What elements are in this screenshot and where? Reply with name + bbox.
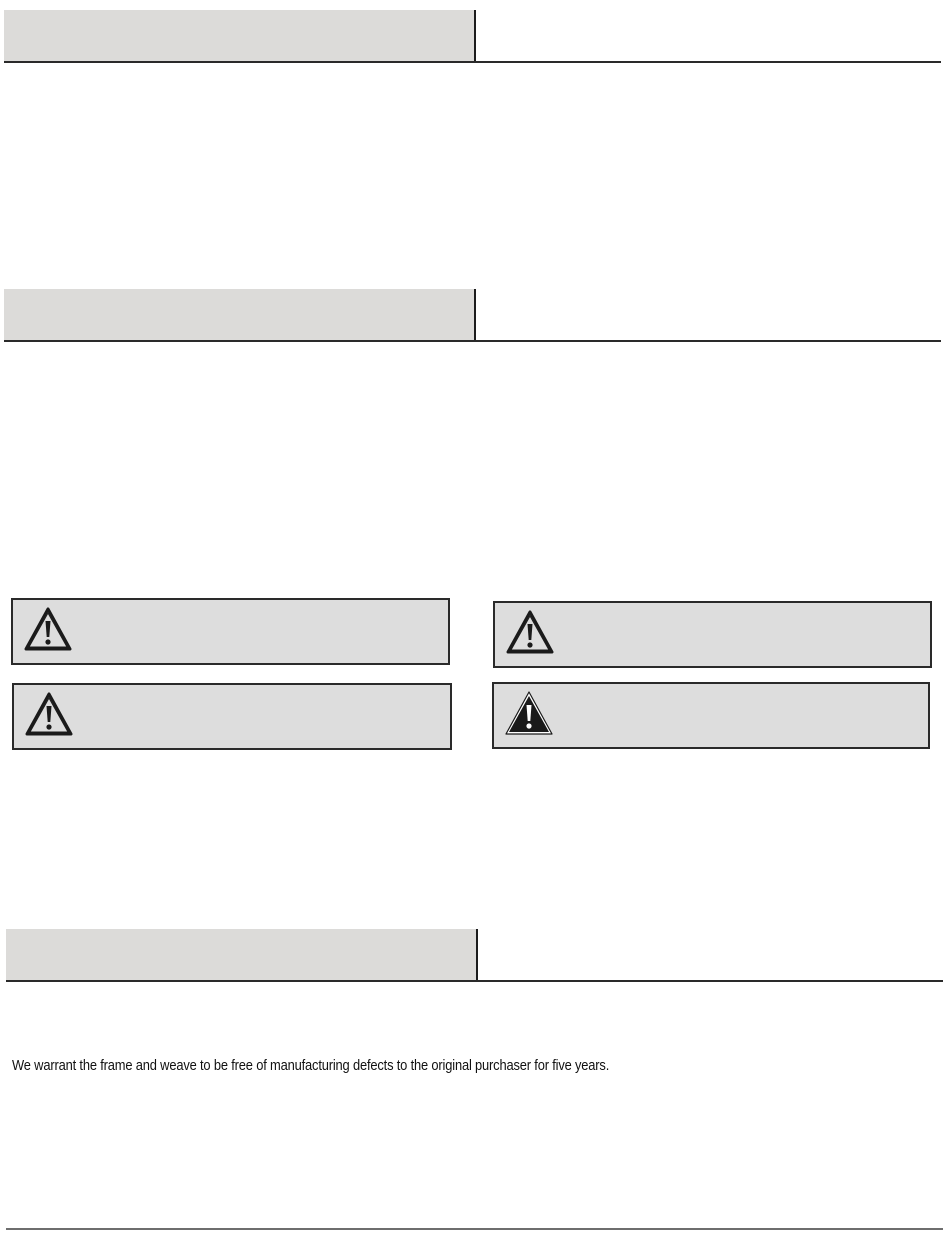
warning-triangle-icon <box>505 609 555 655</box>
warning-triangle-icon <box>24 691 74 737</box>
warning-triangle-filled-icon <box>504 690 554 736</box>
section-header <box>6 929 943 982</box>
warning-box <box>493 601 932 668</box>
footer-divider <box>6 1228 943 1230</box>
section-header-tab <box>4 289 476 340</box>
warranty-statement: We warrant the frame and weave to be free of manufacturing defects to the original purchaser for five years. <box>12 1057 610 1074</box>
section-header <box>4 289 941 342</box>
warning-box <box>492 682 930 749</box>
section-header-tab <box>4 10 476 61</box>
warning-box <box>12 683 452 750</box>
warning-box <box>11 598 450 665</box>
section-header <box>4 10 941 63</box>
warning-triangle-icon <box>23 606 73 652</box>
section-header-tab <box>6 929 478 980</box>
